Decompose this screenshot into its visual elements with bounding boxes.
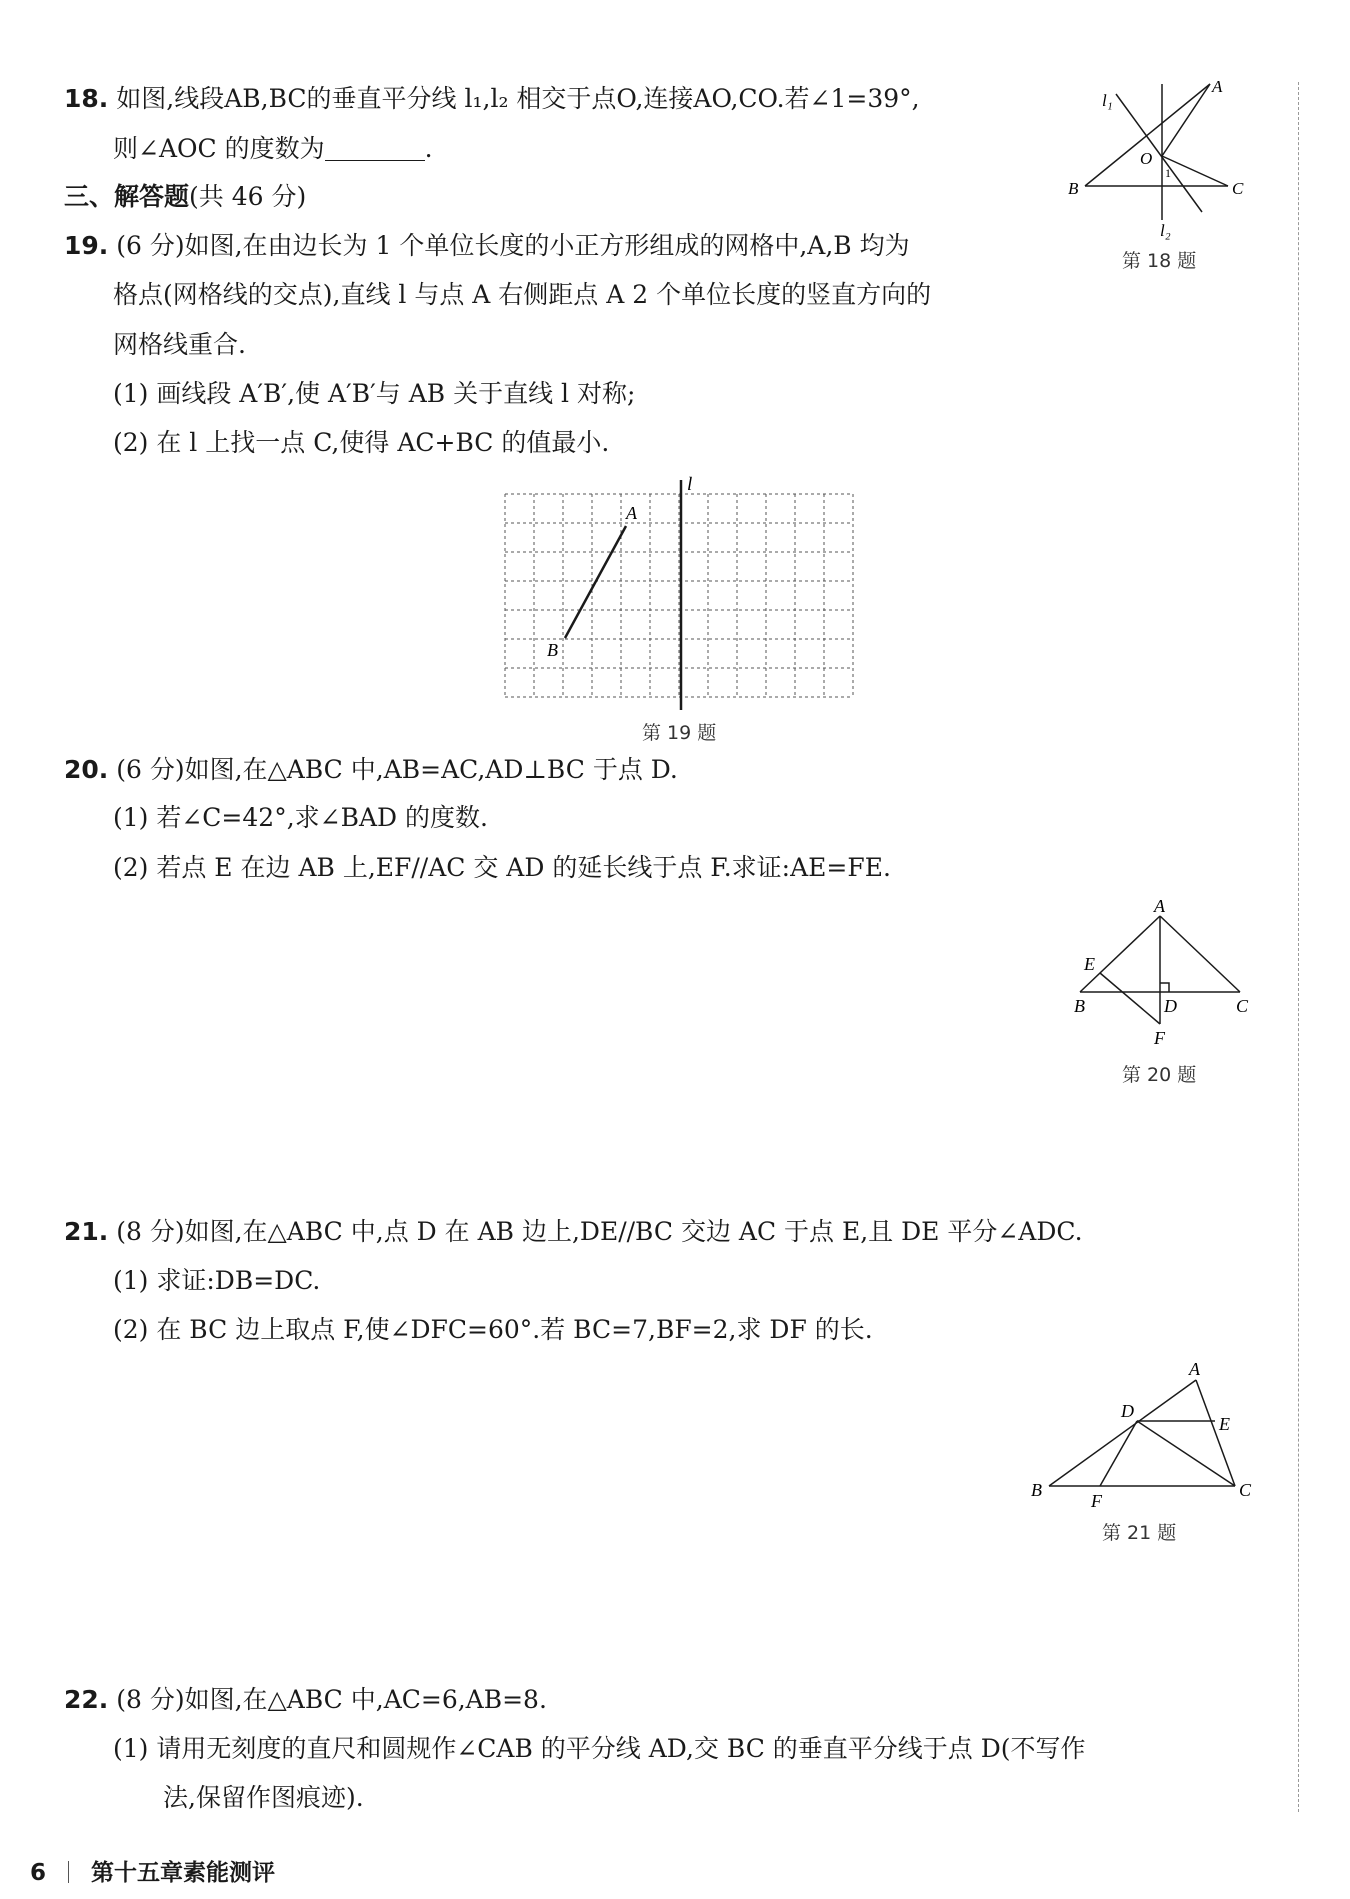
q19-line2: 格点(网格线的交点),直线 l 与点 A 右侧距点 A 2 个单位长度的竖直方向的 <box>113 280 932 309</box>
q18-label-o: O <box>1140 149 1153 168</box>
q21-figure <box>1025 1355 1265 1515</box>
q20-label-f: F <box>1154 1028 1165 1048</box>
q19-label-b: B <box>547 640 558 660</box>
q19-grid <box>505 494 853 697</box>
q18-answer-blank[interactable] <box>325 136 425 161</box>
q21-label-c: C <box>1239 1480 1252 1500</box>
chapter-title: 第十五章素能测评 <box>91 1860 276 1886</box>
q18-figure <box>1070 76 1270 246</box>
q21-part2: (2) 在 BC 边上取点 F,使∠DFC=60°.若 BC=7,BF=2,求 DF 的长. <box>113 1315 873 1344</box>
q20-segment-ac <box>1160 916 1240 992</box>
q18-label-l2: l₂ <box>1160 221 1171 240</box>
q20-text-1: (6 分)如图,在△ABC 中,AB=AC,AD⊥BC 于点 D. <box>116 755 678 784</box>
q20-part2: (2) 若点 E 在边 AB 上,EF//AC 交 AD 的延长线于点 F.求证:AE=FE. <box>113 853 891 882</box>
q19-label-l: l <box>687 474 693 495</box>
q20-label-e: E <box>1084 954 1095 974</box>
q22-number: 22. <box>64 1685 109 1714</box>
q18-line-l1 <box>1116 94 1202 212</box>
q18-text-2: 则∠AOC 的度数为 <box>113 134 325 163</box>
q18-segment-ao <box>1162 84 1210 156</box>
q21-segment-ab <box>1049 1380 1196 1486</box>
page-footer <box>30 1854 275 1887</box>
q21-label-d: D <box>1121 1401 1134 1421</box>
section-3-heading <box>64 180 306 214</box>
q19-caption: 第 19 题 <box>642 722 717 744</box>
q19-number: 19. <box>64 231 109 260</box>
q21-part1: (1) 求证:DB=DC. <box>113 1266 321 1295</box>
q20-segment-ef <box>1100 973 1160 1024</box>
q18-label-a: A <box>1212 77 1223 96</box>
q20-label-d: D <box>1164 996 1177 1016</box>
section-3-score: (共 46 分) <box>189 182 307 211</box>
q18-label-b: B <box>1068 179 1079 198</box>
q19-part1: (1) 画线段 A′B′,使 A′B′与 AB 关于直线 l 对称; <box>113 379 636 408</box>
q20-figure <box>1060 896 1260 1056</box>
q22-part1: (1) 请用无刻度的直尺和圆规作∠CAB 的平分线 AD,交 BC 的垂直平分线于点 D(不写作 <box>113 1734 1086 1763</box>
q21-label-b: B <box>1031 1480 1042 1500</box>
q18-label-l1: l₁ <box>1102 91 1113 110</box>
page-number: 6 <box>30 1860 47 1886</box>
q21-caption: 第 21 题 <box>1102 1522 1177 1544</box>
q21-number: 21. <box>64 1217 109 1246</box>
q20-label-b: B <box>1074 996 1085 1016</box>
q20-line1 <box>64 753 678 787</box>
q18-line1 <box>64 82 920 116</box>
q18-caption: 第 18 题 <box>1122 250 1197 272</box>
q21-line1 <box>64 1215 1083 1249</box>
q22-line1 <box>64 1683 547 1717</box>
q22-text-1: (8 分)如图,在△ABC 中,AC=6,AB=8. <box>116 1685 547 1714</box>
q20-label-a: A <box>1154 896 1165 916</box>
q20-number: 20. <box>64 755 109 784</box>
section-3-title: 三、解答题 <box>64 182 190 211</box>
q20-label-c: C <box>1236 996 1249 1016</box>
q19-line3: 网格线重合. <box>113 330 246 359</box>
q21-label-e: E <box>1219 1414 1230 1434</box>
q22-part1-cont: 法,保留作图痕迹). <box>163 1783 364 1812</box>
q21-segment-df <box>1100 1421 1137 1486</box>
q18-text-2-end: . <box>424 134 433 163</box>
q20-part1: (1) 若∠C=42°,求∠BAD 的度数. <box>113 803 488 832</box>
q21-text-1: (8 分)如图,在△ABC 中,点 D 在 AB 边上,DE//BC 交边 AC 于点 E,且 DE 平分∠ADC. <box>116 1217 1083 1246</box>
q19-line1 <box>64 229 910 263</box>
q19-segment-ab <box>565 526 626 638</box>
q20-caption: 第 20 题 <box>1122 1064 1197 1086</box>
q19-label-a: A <box>626 503 637 523</box>
q18-label-angle1: 1 <box>1165 166 1171 180</box>
footer-separator <box>68 1861 69 1883</box>
q18-line2 <box>113 132 433 166</box>
q18-label-c: C <box>1232 179 1244 198</box>
margin-divider <box>1298 82 1299 1812</box>
q20-right-angle-mark <box>1160 983 1169 992</box>
q19-part2: (2) 在 l 上找一点 C,使得 AC+BC 的值最小. <box>113 428 610 457</box>
q21-label-a: A <box>1189 1359 1200 1379</box>
q19-text-1: (6 分)如图,在由边长为 1 个单位长度的小正方形组成的网格中,A,B 均为 <box>116 231 910 260</box>
q18-text-1: 如图,线段AB,BC的垂直平分线 l₁,l₂ 相交于点O,连接AO,CO.若∠1=39°, <box>116 84 920 113</box>
q18-number: 18. <box>64 84 109 113</box>
q19-grid-figure[interactable] <box>490 474 860 714</box>
q21-label-f: F <box>1091 1491 1102 1511</box>
